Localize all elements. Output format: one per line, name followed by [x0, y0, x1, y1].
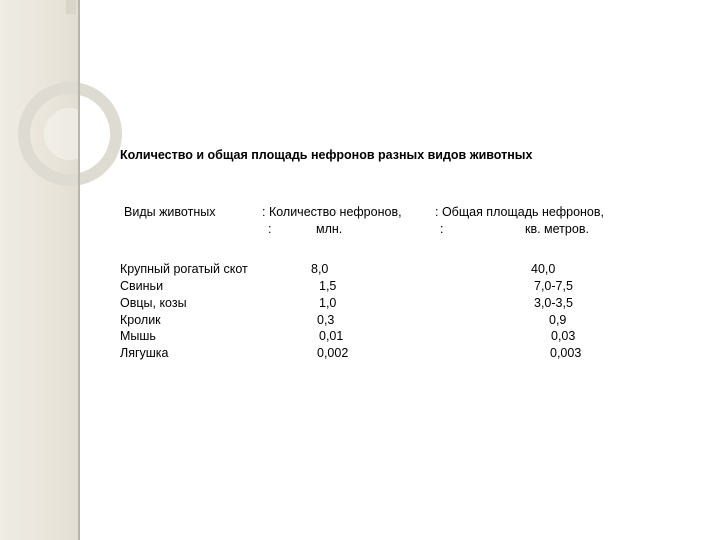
row-nephron-area: 40,0: [531, 262, 556, 276]
row-nephron-count: 0,002: [317, 346, 349, 360]
row-nephron-area: 7,0-7,5: [534, 279, 573, 293]
header-nephron-count-line1: : Количество нефронов,: [262, 205, 402, 219]
row-animal: Крупный рогатый скот: [120, 262, 248, 276]
row-animal: Мышь: [120, 329, 156, 343]
left-decorative-panel: [0, 0, 78, 540]
header-nephron-area-unit: кв. метров.: [525, 222, 589, 236]
decorative-ring-center: [44, 108, 96, 160]
slide-title: Количество и общая площадь нефронов разных видов животных: [120, 148, 533, 162]
row-animal: Лягушка: [120, 346, 169, 360]
top-accent-bar: [66, 0, 76, 14]
header-animal-species: Виды животных: [124, 205, 216, 219]
row-nephron-area: 3,0-3,5: [534, 296, 573, 310]
row-nephron-count: 1,5: [319, 279, 337, 293]
row-nephron-area: 0,003: [550, 346, 582, 360]
row-animal: Кролик: [120, 313, 161, 327]
header-nephron-area-line1: : Общая площадь нефронов,: [435, 205, 604, 219]
row-nephron-count: 0,3: [317, 313, 335, 327]
row-nephron-count: 1,0: [319, 296, 337, 310]
row-nephron-area: 0,9: [549, 313, 567, 327]
row-animal: Свиньи: [120, 279, 164, 293]
row-nephron-count: 0,01: [319, 329, 344, 343]
header-nephron-count-colon: :: [268, 222, 272, 236]
row-nephron-area: 0,03: [551, 329, 576, 343]
row-animal: Овцы, козы: [120, 296, 187, 310]
row-nephron-count: 8,0: [311, 262, 329, 276]
panel-divider: [78, 0, 80, 540]
header-nephron-area-colon: :: [440, 222, 444, 236]
header-nephron-count-unit: млн.: [316, 222, 343, 236]
